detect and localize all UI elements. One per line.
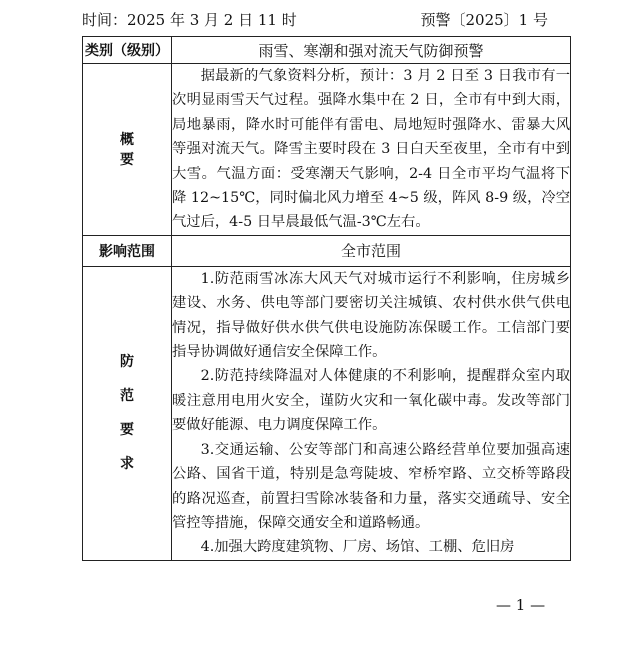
summary-label: 概 要 (83, 64, 172, 236)
requirements-row (83, 266, 571, 560)
scope-row (83, 235, 571, 266)
requirements-label-line2: 要 求 (120, 422, 148, 473)
requirement-item-1: 1.防范雨雪冰冻大风天气对城市运行不利影响，住房城乡建设、水务、供电等部门要密切关注城镇、农村供水供气供电情况，指导做好供水供气供电设施防冻保暖工作。工信部门要指导协调做好通信安全保障工作。 (172, 270, 570, 361)
category-label: 类别（级别） (83, 37, 172, 64)
requirements-label (83, 266, 172, 560)
requirements-label-stack (97, 345, 171, 481)
page-number: — 1 — (496, 596, 546, 614)
category-row (83, 37, 571, 64)
scope-label: 影响范围 (83, 235, 172, 266)
document-number: 预警〔2025〕1 号 (420, 11, 548, 29)
requirement-item-3: 3.交通运输、公安等部门和高速公路经营单位要加强高速公路、国省干道，特别是急弯陡坡、窄桥窄路、立交桥等路段的路况巡查，前置扫雪除冰装备和力量，落实交通疏导、安全管控等措施，保障交通安全和道路畅通。 (172, 441, 570, 531)
summary-row (83, 64, 571, 236)
issue-time: 时间：2025 年 3 月 2 日 11 时 (82, 11, 297, 29)
document-header (82, 8, 548, 32)
requirement-item-2: 2.防范持续降温对人体健康的不利影响，提醒群众室内取暖注意用电用火安全，谨防火灾和一氧化碳中毒。发改等部门要做好能源、电力调度保障工作。 (172, 368, 570, 434)
summary-paragraph: 据最新的气象资料分析，预计：3 月 2 日至 3 日我市有一次明显雨雪天气过程。强降水集中在 2 日，全市有中到大雨，局地暴雨，降水时可能伴有雷电、局地短时强降水、雷暴大风等强对流天气。降雪主要时段在 3 日白天至夜里，全市有中到大雪。气温方面：受寒潮天气影响，2-4 日全市平均气温将下降 12~15℃，同时偏北风力增至 4~5 级，阵风 8-9 级，冷空气过后，4-5 日早晨最低气温-3℃左右。 (172, 68, 570, 231)
requirements-cell (172, 266, 571, 560)
requirements-label-line1: 防 范 (120, 354, 148, 405)
warning-table (82, 36, 571, 561)
summary-cell (172, 64, 571, 236)
requirement-item-4: 4.加强大跨度建筑物、厂房、场馆、工棚、危旧房 (200, 539, 515, 556)
scope-value: 全市范围 (172, 235, 571, 266)
category-value: 雨雪、寒潮和强对流天气防御预警 (172, 37, 571, 64)
